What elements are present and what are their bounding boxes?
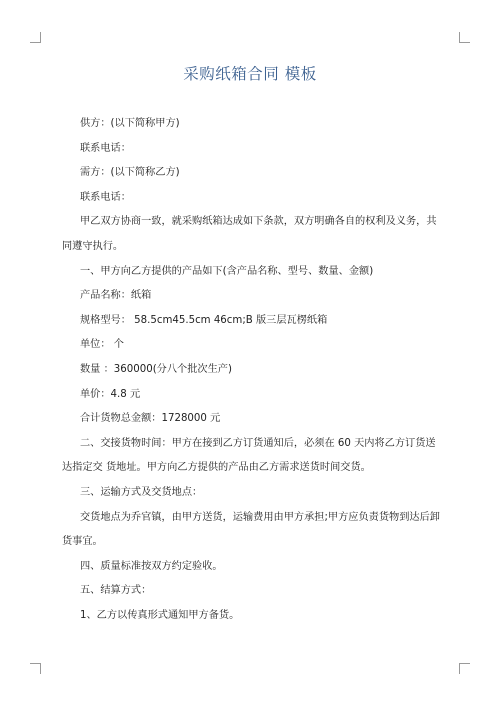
paragraph-delivery: 交货地点为乔官镇，由甲方送货，运输费用由甲方承担;甲方应负责货物到达后卸货事宜。 [62,511,440,548]
paragraph-section-4: 四、质量标准按双方约定验收。 [80,560,223,572]
paragraph-supplier: 供方：(以下简称甲方) [80,118,180,129]
paragraph-section-5: 五、结算方式： [80,585,152,597]
paragraph-buyer-phone: 联系电话： [80,191,131,203]
document-title: 采购纸箱合同 模板 [183,65,317,83]
paragraph-agreement: 甲乙双方协商一致，就采购纸箱达成如下条款，双方明确各自的权利及义务，共同遵守执行。 [62,216,437,252]
paragraph-total-amount: 合计货物总金额：1728000 元 [80,413,221,425]
paragraph-buyer: 需方：(以下简称乙方) [80,167,180,179]
paragraph-unit: 单位： 个 [80,339,124,351]
paragraph-product-name: 产品名称：纸箱 [80,290,152,302]
paragraph-section-3: 三、运输方式及交货地点： [80,486,203,498]
paragraph-settlement-1: 1、乙方以传真形式通知甲方备货。 [80,609,240,621]
paragraph-unit-price: 单价：4.8 元 [80,388,141,400]
crop-mark-top-right [459,32,470,43]
paragraph-spec: 规格型号： 58.5cm45.5cm 46cm;B 版三层瓦楞纸箱 [80,314,328,326]
crop-mark-bottom-left [30,663,41,674]
crop-mark-bottom-right [459,663,470,674]
paragraph-section-1: 一、甲方向乙方提供的产品如下(含产品名称、型号、数量、金额) [80,265,374,277]
paragraph-section-2: 二、交接货物时间：甲方在接到乙方订货通知后，必须在 60 天内将乙方订货送达指定交 货地址。甲方向乙方提供的产品由乙方需求送货时间交货。 [62,437,436,474]
paragraph-supplier-phone: 联系电话： [80,142,131,154]
crop-mark-top-left [30,32,41,43]
document-body [62,112,440,628]
paragraph-quantity: 数量 ：360000(分八个批次生产) [80,363,232,375]
